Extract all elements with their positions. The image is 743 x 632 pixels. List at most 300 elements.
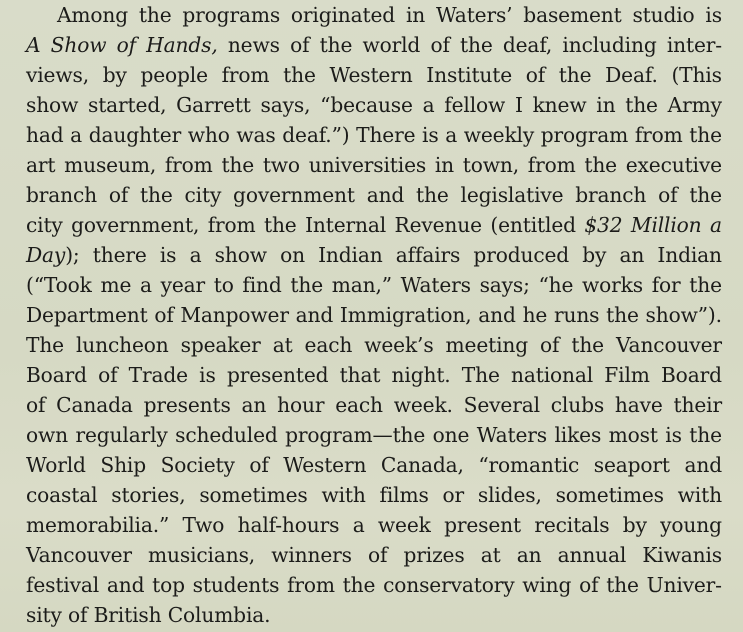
- word-text: had: [26, 123, 64, 147]
- text-line: [26, 210, 722, 240]
- word-text: own: [26, 423, 68, 447]
- word-text: of: [658, 183, 678, 207]
- text-line: [26, 0, 722, 30]
- word-text: the: [606, 303, 639, 327]
- word-text: runs: [553, 303, 600, 327]
- word-text: is: [159, 243, 177, 267]
- word-text: Film: [604, 363, 650, 387]
- word: [271, 540, 352, 570]
- word: [107, 570, 145, 600]
- word: [689, 120, 722, 150]
- word: [98, 360, 117, 390]
- word-text: winners: [271, 543, 352, 567]
- word: [368, 540, 387, 570]
- word-text: World: [26, 453, 86, 477]
- word-text: from: [287, 573, 335, 597]
- word-text: a: [139, 273, 152, 297]
- word-text: Internal: [305, 213, 387, 237]
- word-text: Kiwanis: [642, 543, 722, 567]
- word-text: branch: [26, 183, 98, 207]
- word: [462, 360, 500, 390]
- word-text: and: [366, 183, 405, 207]
- italic-word-text: $32: [584, 213, 623, 237]
- word: [64, 150, 156, 180]
- word-text: Board: [26, 363, 87, 387]
- word: [26, 210, 63, 240]
- word-text: show: [214, 243, 267, 267]
- word: [647, 570, 722, 600]
- word: [343, 570, 376, 600]
- word-text: Vancouver: [26, 543, 132, 567]
- word: [111, 480, 185, 510]
- word-text: conservatory: [383, 573, 515, 597]
- word: [273, 330, 293, 360]
- word-text: speaker: [180, 333, 261, 357]
- word-text: likes: [554, 423, 602, 447]
- word-text: inter-: [666, 33, 722, 57]
- word: [208, 210, 256, 240]
- word-text: for: [651, 273, 681, 297]
- word-text: by: [582, 243, 607, 267]
- word: [89, 120, 181, 150]
- word-text: sometimes: [555, 483, 664, 507]
- word-text: programs: [182, 3, 281, 27]
- word-text: at: [480, 543, 501, 567]
- word-text: most: [608, 423, 658, 447]
- word: [227, 360, 328, 390]
- word: [222, 60, 270, 90]
- word-text: an: [619, 243, 645, 267]
- word: [422, 120, 439, 150]
- word-text: present: [444, 513, 521, 537]
- word-text: was: [236, 123, 276, 147]
- word-text: branch: [575, 183, 647, 207]
- word-text: Department: [26, 303, 148, 327]
- word: [193, 570, 280, 600]
- word: [594, 450, 670, 480]
- word: [665, 420, 682, 450]
- text-line: [26, 90, 722, 120]
- word: [436, 0, 512, 30]
- text-line: [26, 420, 722, 450]
- word-text: the: [558, 63, 592, 87]
- word: [57, 0, 128, 30]
- word: [221, 150, 254, 180]
- word-text: is: [199, 363, 216, 387]
- text-line: [26, 450, 722, 480]
- word-text: Among: [57, 3, 129, 27]
- text-line: [26, 300, 722, 330]
- word-text: Waters: [476, 423, 547, 447]
- word: [181, 330, 261, 360]
- word-text: of: [579, 573, 599, 597]
- word-text: Western: [329, 63, 413, 87]
- word: [658, 180, 677, 210]
- word-text: there: [92, 243, 147, 267]
- word-text: find: [242, 273, 282, 297]
- word-text: on: [280, 243, 305, 267]
- word-text: deaf,: [502, 33, 553, 57]
- word-text: stories,: [111, 483, 186, 507]
- word: [140, 180, 173, 210]
- word-text: weekly: [463, 123, 535, 147]
- word: [291, 0, 395, 30]
- text-line: [26, 570, 722, 600]
- word-text: works: [582, 273, 643, 297]
- word-text: in: [405, 3, 426, 27]
- word-text: year: [160, 273, 206, 297]
- word: [93, 240, 147, 270]
- word-text: annual: [557, 543, 627, 567]
- word-text: government,: [71, 213, 200, 237]
- word: [26, 570, 99, 600]
- word: [242, 270, 281, 300]
- word-text: in: [596, 93, 616, 117]
- word: [180, 300, 288, 330]
- word: [340, 300, 472, 330]
- word: [503, 30, 552, 60]
- word: [461, 180, 564, 210]
- word: [541, 120, 628, 150]
- word: [367, 180, 405, 210]
- word: [523, 300, 548, 330]
- word-text: Institute: [426, 63, 513, 87]
- word-text: top: [152, 573, 185, 597]
- word-text: have: [614, 393, 663, 417]
- word-text: (This: [671, 63, 722, 87]
- word: [190, 240, 202, 270]
- word-text: two: [262, 153, 300, 177]
- word-text: sity: [26, 603, 62, 627]
- word: [623, 510, 647, 540]
- word: [522, 570, 571, 600]
- word: [490, 210, 575, 240]
- word: [631, 210, 702, 240]
- word: [615, 390, 663, 420]
- word: [605, 60, 658, 90]
- word-text: universities: [308, 153, 427, 177]
- word-text: the: [263, 213, 297, 237]
- word: [214, 270, 234, 300]
- word: [478, 480, 542, 510]
- word: [332, 270, 392, 300]
- text-line: [26, 30, 722, 60]
- word: [236, 120, 275, 150]
- word: [340, 360, 381, 390]
- word: [305, 210, 386, 240]
- word: [188, 120, 230, 150]
- word-text: the: [319, 33, 353, 57]
- word-text: Indian: [657, 243, 722, 267]
- word-text: from: [527, 153, 576, 177]
- word: [678, 480, 722, 510]
- word-text: wing: [522, 573, 572, 597]
- word-text: Columbia.: [167, 603, 271, 627]
- word-text: says,: [260, 93, 311, 117]
- word-text: the: [283, 63, 316, 87]
- word-text: British: [93, 603, 162, 627]
- word-text: Several: [463, 393, 540, 417]
- word-text: a: [352, 513, 365, 537]
- word: [632, 0, 694, 30]
- text-line: [26, 360, 722, 390]
- text-line: [26, 150, 722, 180]
- word-text: he: [522, 303, 548, 327]
- word-text: or: [442, 483, 465, 507]
- word: [396, 240, 460, 270]
- text-line: [26, 390, 722, 420]
- word: [330, 60, 413, 90]
- word: [264, 210, 297, 240]
- word: [392, 360, 451, 390]
- word-text: presented: [226, 363, 329, 387]
- word: [26, 420, 68, 450]
- word-text: the: [606, 573, 639, 597]
- word: [660, 510, 722, 540]
- word: [403, 540, 464, 570]
- word-text: town,: [462, 153, 519, 177]
- word-text: is: [665, 423, 682, 447]
- word-text: museum,: [64, 153, 157, 177]
- word: [380, 480, 429, 510]
- word: [480, 270, 530, 300]
- word: [144, 390, 231, 420]
- word: [165, 150, 213, 180]
- word-text: the: [342, 573, 376, 597]
- word-text: an: [516, 543, 542, 567]
- word: [423, 90, 435, 120]
- word: [364, 330, 433, 360]
- word: [661, 360, 722, 390]
- word: [296, 300, 334, 330]
- word: [609, 420, 658, 450]
- word: [305, 330, 353, 360]
- word-text: government: [233, 183, 355, 207]
- word: [146, 30, 217, 60]
- word: [175, 420, 278, 450]
- word: [604, 360, 649, 390]
- word: [534, 510, 609, 540]
- word: [394, 390, 453, 420]
- word-text: the: [689, 183, 722, 207]
- word: [674, 390, 722, 420]
- word-text: musicians,: [148, 543, 256, 567]
- word-text: from: [207, 213, 256, 237]
- word-text: seaport: [593, 453, 670, 477]
- text-line: [26, 600, 722, 630]
- italic-word-text: A: [26, 33, 41, 57]
- word-text: Trade: [128, 363, 188, 387]
- word: [182, 0, 280, 30]
- word: [261, 90, 311, 120]
- word: [26, 240, 80, 270]
- word: [540, 330, 559, 360]
- word: [626, 150, 722, 180]
- word-text: the: [689, 123, 722, 147]
- word-text: Ship: [100, 453, 147, 477]
- word: [320, 30, 353, 60]
- word: [152, 570, 185, 600]
- word-text: by: [622, 513, 647, 537]
- italic-word-text: Show: [50, 33, 107, 57]
- word-text: coastal: [26, 483, 98, 507]
- word-text: from: [164, 153, 213, 177]
- word: [263, 150, 300, 180]
- word-text: week’s: [364, 333, 434, 357]
- word: [26, 150, 55, 180]
- word-text: of: [68, 603, 88, 627]
- body-paragraph: [26, 0, 722, 630]
- word-text: the: [584, 153, 617, 177]
- word-text: scheduled: [175, 423, 278, 447]
- word: [582, 240, 606, 270]
- text-line: [26, 330, 722, 360]
- word: [139, 0, 172, 30]
- word: [406, 0, 425, 30]
- word-text: students: [192, 573, 280, 597]
- word-text: deaf.”): [282, 123, 350, 147]
- word-text: films: [379, 483, 429, 507]
- word: [199, 480, 307, 510]
- word: [684, 450, 722, 480]
- word-text: of: [540, 333, 560, 357]
- word-text: the: [290, 273, 324, 297]
- word-text: Indian: [318, 243, 383, 267]
- word: [94, 600, 162, 630]
- word: [689, 180, 722, 210]
- word-text: regularly: [75, 423, 168, 447]
- word: [477, 420, 547, 450]
- word-text: “he: [538, 273, 574, 297]
- word: [185, 180, 222, 210]
- word: [657, 240, 722, 270]
- word: [282, 120, 349, 150]
- word: [140, 270, 152, 300]
- word: [528, 150, 576, 180]
- word: [668, 90, 722, 120]
- word-text: presents: [143, 393, 231, 417]
- word: [75, 420, 167, 450]
- word: [56, 390, 133, 420]
- word-text: and: [106, 573, 145, 597]
- word-text: of: [290, 33, 310, 57]
- word-text: I: [514, 93, 523, 117]
- text-line: [26, 120, 722, 150]
- word-text: Immigration,: [339, 303, 472, 327]
- text-line: [26, 270, 722, 300]
- word: [562, 30, 656, 60]
- word: [435, 150, 454, 180]
- word-text: a: [445, 123, 458, 147]
- word-text: of: [368, 543, 388, 567]
- word: [575, 180, 646, 210]
- text-line: [26, 480, 722, 510]
- word-text: is: [422, 123, 439, 147]
- word: [606, 300, 639, 330]
- word-text: who: [187, 123, 230, 147]
- word: [26, 510, 169, 540]
- word: [148, 540, 255, 570]
- word: [430, 30, 449, 60]
- word-text: the: [460, 33, 493, 57]
- word: [539, 270, 574, 300]
- word: [362, 30, 420, 60]
- word-text: meeting: [445, 333, 529, 357]
- word-text: Univer-: [646, 573, 722, 597]
- word-text: originated: [290, 3, 396, 27]
- word-text: is: [705, 3, 722, 27]
- word-text: Vancouver: [615, 333, 722, 357]
- word-text: night.: [391, 363, 451, 387]
- word-text: including: [562, 33, 657, 57]
- word-text: young: [660, 513, 722, 537]
- italic-word-text: Million: [630, 213, 702, 237]
- word-text: knew: [532, 93, 587, 117]
- word: [88, 90, 166, 120]
- italic-word-text: Day: [26, 243, 66, 267]
- word: [100, 450, 146, 480]
- word-text: Revenue: [394, 213, 482, 237]
- word-text: slides,: [477, 483, 542, 507]
- word: [551, 390, 604, 420]
- word-text: a: [189, 243, 202, 267]
- word-text: Waters’: [435, 3, 513, 27]
- italic-word-text: Hands,: [146, 33, 218, 57]
- word: [117, 30, 136, 60]
- word: [168, 600, 271, 630]
- word-text: of: [525, 63, 546, 87]
- word: [689, 420, 722, 450]
- word-text: “because: [320, 93, 413, 117]
- word-text: at: [272, 333, 293, 357]
- word: [285, 420, 425, 450]
- word: [635, 120, 683, 150]
- word-text: art: [26, 153, 56, 177]
- word: [318, 240, 383, 270]
- word-text: by: [102, 63, 127, 87]
- word-text: Society: [160, 453, 235, 477]
- word: [383, 570, 514, 600]
- word-text: man,”: [331, 273, 392, 297]
- word: [233, 180, 355, 210]
- word: [646, 300, 722, 330]
- word: [517, 540, 542, 570]
- word: [689, 270, 722, 300]
- word: [26, 120, 64, 150]
- word: [642, 540, 722, 570]
- word: [70, 120, 82, 150]
- word: [160, 240, 177, 270]
- word: [481, 540, 501, 570]
- word: [584, 210, 622, 240]
- word-text: the: [416, 183, 449, 207]
- word-text: of: [98, 363, 118, 387]
- word: [445, 120, 457, 150]
- word-text: news: [227, 33, 280, 57]
- word-text: Army: [667, 93, 722, 117]
- word-text: an: [241, 393, 267, 417]
- word: [356, 120, 415, 150]
- word: [71, 210, 199, 240]
- word: [249, 450, 268, 480]
- word: [478, 450, 579, 480]
- word: [705, 0, 722, 30]
- word-text: festival: [26, 573, 100, 597]
- word-text: the: [625, 93, 658, 117]
- word: [558, 540, 627, 570]
- word: [161, 450, 235, 480]
- word: [515, 90, 523, 120]
